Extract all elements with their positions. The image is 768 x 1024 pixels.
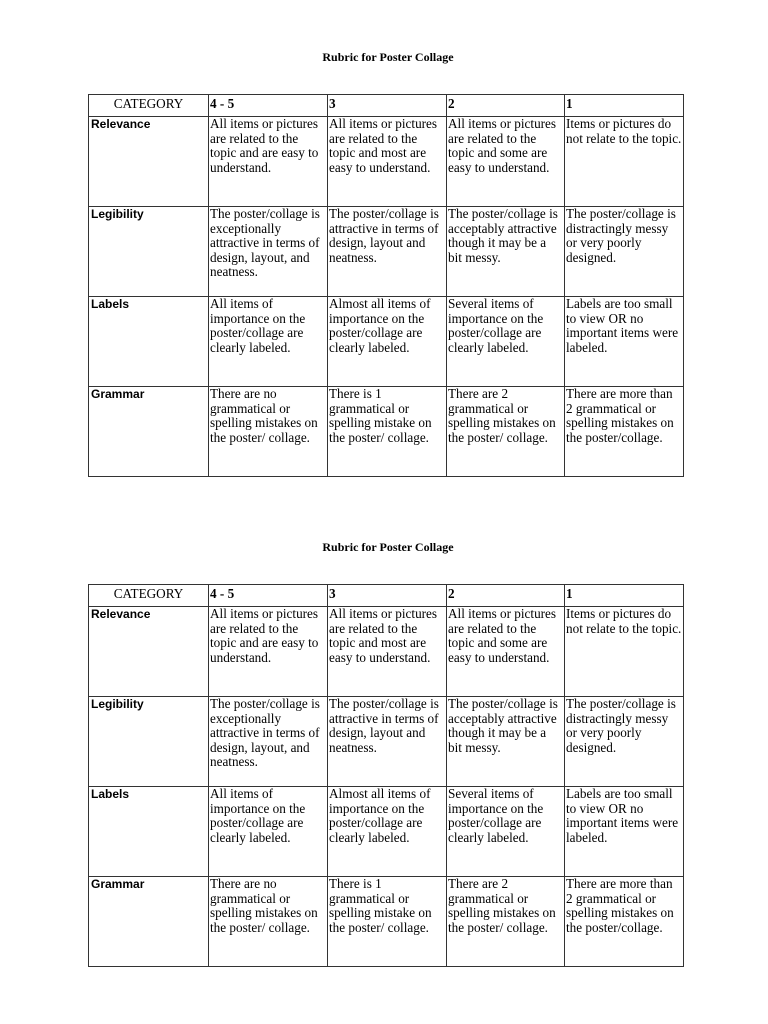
- criteria-cell: The poster/collage is distractingly messy or very poorly designed.: [565, 697, 684, 787]
- criteria-cell: There are 2 grammatical or spelling mistakes on the poster/ collage.: [447, 877, 565, 967]
- rubric-title: Rubric for Poster Collage: [322, 540, 454, 554]
- category-cell: Labels: [89, 787, 209, 877]
- header-row: [89, 585, 684, 607]
- criteria-cell: The poster/collage is distractingly messy or very poorly designed.: [565, 207, 684, 297]
- criteria-cell: All items or pictures are related to the topic and most are easy to understand.: [328, 117, 447, 207]
- criteria-cell: Labels are too small to view OR no important items were labeled.: [565, 787, 684, 877]
- table-row-grammar: [89, 877, 684, 967]
- criteria-cell: There is 1 grammatical or spelling mistake on the poster/ collage.: [328, 877, 447, 967]
- criteria-cell: The poster/collage is attractive in terms of design, layout and neatness.: [328, 207, 447, 297]
- criteria-cell: Several items of importance on the poster/collage are clearly labeled.: [447, 297, 565, 387]
- table-row-relevance: [89, 607, 684, 697]
- header-row: [89, 95, 684, 117]
- criteria-cell: Several items of importance on the poster/collage are clearly labeled.: [447, 787, 565, 877]
- table-row-labels: [89, 297, 684, 387]
- category-cell: Legibility: [89, 207, 209, 297]
- criteria-cell: There are 2 grammatical or spelling mistakes on the poster/ collage.: [447, 387, 565, 477]
- criteria-cell: There are no grammatical or spelling mistakes on the poster/ collage.: [209, 877, 328, 967]
- table-row-legibility: [89, 697, 684, 787]
- score-header-4-5: 4 - 5: [209, 585, 328, 607]
- table-row-relevance: [89, 117, 684, 207]
- criteria-cell: All items or pictures are related to the topic and some are easy to understand.: [447, 117, 565, 207]
- table-row-legibility: [89, 207, 684, 297]
- criteria-cell: All items or pictures are related to the topic and most are easy to understand.: [328, 607, 447, 697]
- score-header-2: 2: [447, 585, 565, 607]
- rubric-table: [88, 94, 684, 477]
- category-header: CATEGORY: [89, 95, 209, 117]
- criteria-cell: There are more than 2 grammatical or spelling mistakes on the poster/collage.: [565, 877, 684, 967]
- score-header-3: 3: [328, 95, 447, 117]
- criteria-cell: All items or pictures are related to the topic and are easy to understand.: [209, 117, 328, 207]
- category-cell: Grammar: [89, 877, 209, 967]
- criteria-cell: The poster/collage is acceptably attractive though it may be a bit messy.: [447, 207, 565, 297]
- criteria-cell: There are more than 2 grammatical or spelling mistakes on the poster/collage.: [565, 387, 684, 477]
- category-cell: Grammar: [89, 387, 209, 477]
- score-header-2: 2: [447, 95, 565, 117]
- category-cell: Legibility: [89, 697, 209, 787]
- criteria-cell: There is 1 grammatical or spelling mistake on the poster/ collage.: [328, 387, 447, 477]
- criteria-cell: All items or pictures are related to the topic and some are easy to understand.: [447, 607, 565, 697]
- category-cell: Relevance: [89, 607, 209, 697]
- criteria-cell: Almost all items of importance on the poster/collage are clearly labeled.: [328, 787, 447, 877]
- score-header-4-5: 4 - 5: [209, 95, 328, 117]
- table-row-grammar: [89, 387, 684, 477]
- criteria-cell: The poster/collage is exceptionally attractive in terms of design, layout, and neatness.: [209, 207, 328, 297]
- category-header: CATEGORY: [89, 585, 209, 607]
- criteria-cell: All items or pictures are related to the topic and are easy to understand.: [209, 607, 328, 697]
- criteria-cell: Items or pictures do not relate to the topic.: [565, 607, 684, 697]
- criteria-cell: There are no grammatical or spelling mistakes on the poster/ collage.: [209, 387, 328, 477]
- rubric-title: Rubric for Poster Collage: [322, 50, 454, 64]
- criteria-cell: All items of importance on the poster/collage are clearly labeled.: [209, 787, 328, 877]
- criteria-cell: All items of importance on the poster/collage are clearly labeled.: [209, 297, 328, 387]
- rubric-table: [88, 584, 684, 967]
- criteria-cell: Almost all items of importance on the poster/collage are clearly labeled.: [328, 297, 447, 387]
- criteria-cell: The poster/collage is acceptably attractive though it may be a bit messy.: [447, 697, 565, 787]
- criteria-cell: The poster/collage is exceptionally attractive in terms of design, layout, and neatness.: [209, 697, 328, 787]
- score-header-1: 1: [565, 95, 684, 117]
- score-header-3: 3: [328, 585, 447, 607]
- category-cell: Relevance: [89, 117, 209, 207]
- category-cell: Labels: [89, 297, 209, 387]
- criteria-cell: Items or pictures do not relate to the topic.: [565, 117, 684, 207]
- criteria-cell: Labels are too small to view OR no important items were labeled.: [565, 297, 684, 387]
- criteria-cell: The poster/collage is attractive in terms of design, layout and neatness.: [328, 697, 447, 787]
- table-row-labels: [89, 787, 684, 877]
- score-header-1: 1: [565, 585, 684, 607]
